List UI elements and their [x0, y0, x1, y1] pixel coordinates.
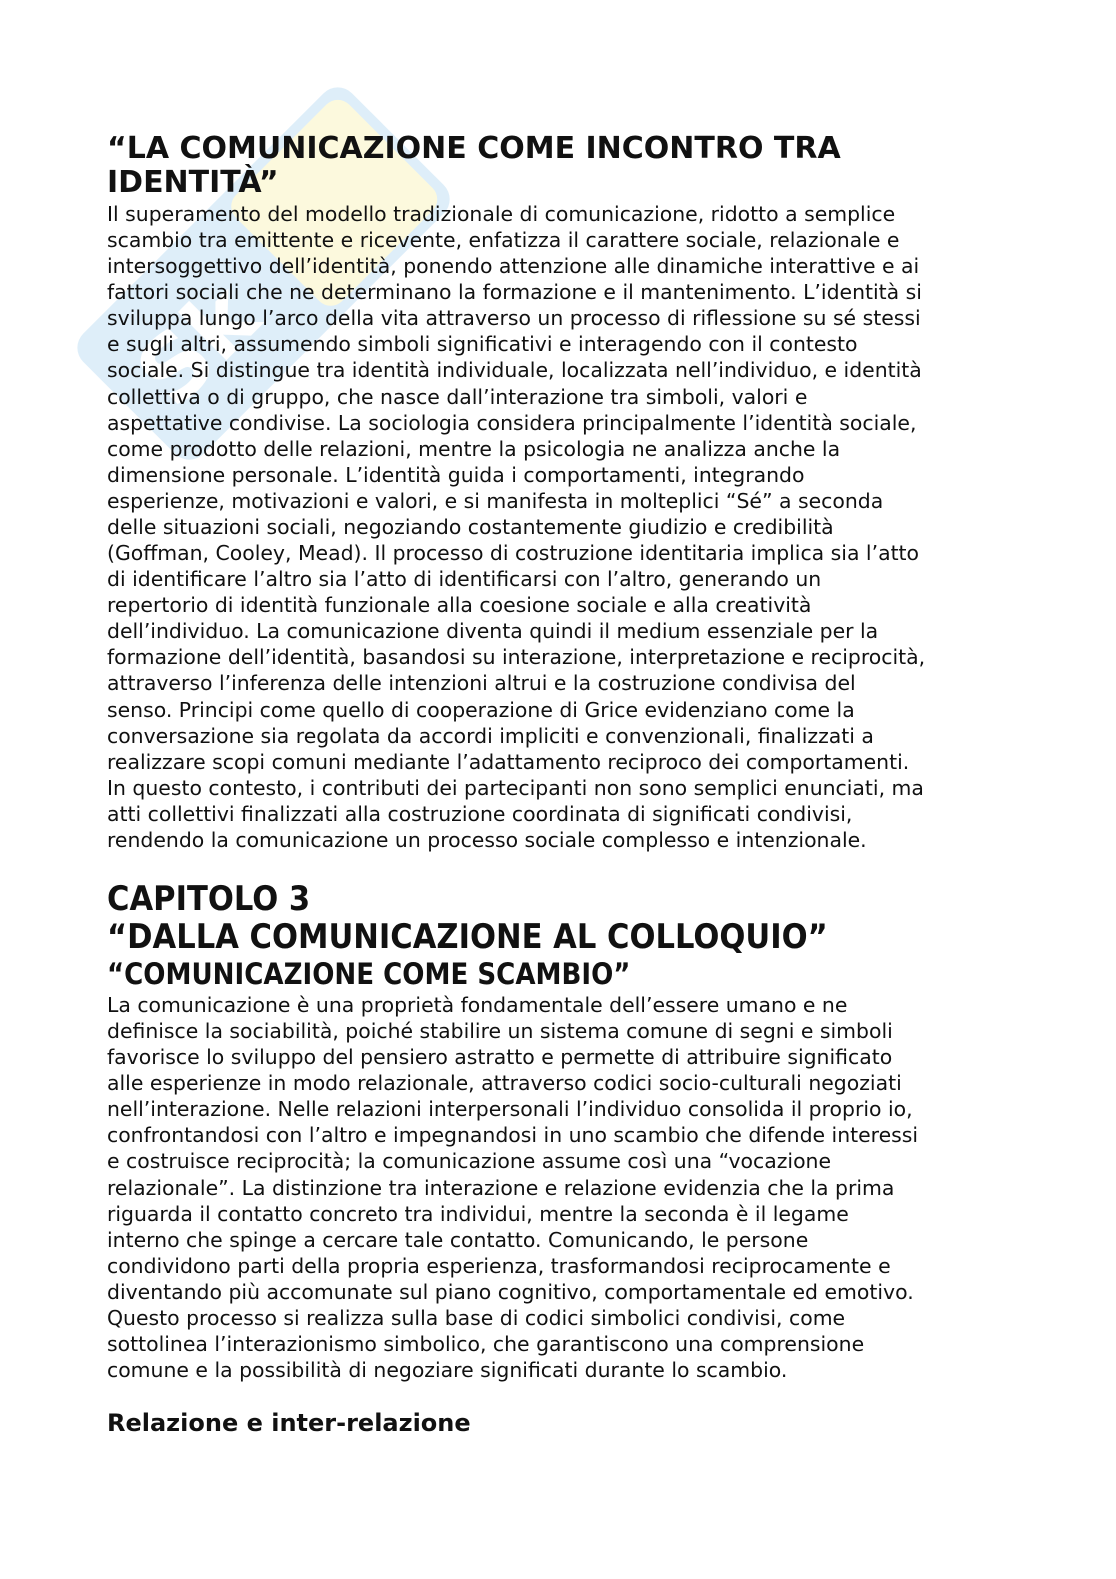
paragraph-line: dimensione personale. L’identità guida i comportamenti, integrando: [107, 462, 805, 487]
paragraph-line: delle situazioni sociali, negoziando costantemente giudizio e credibilità: [107, 514, 834, 539]
section-title-line: “LA COMUNICAZIONE COME INCONTRO TRA: [107, 131, 841, 166]
paragraph-line: rendendo la comunicazione un processo sociale complesso e intenzionale.: [107, 827, 867, 852]
svg-text:Sk: Sk: [116, 264, 279, 427]
paragraph-line: fattori sociali che ne determinano la formazione e il mantenimento. L’identità si: [107, 280, 922, 305]
paragraph-line: repertorio di identità funzionale alla coesione sociale e alla creatività: [107, 593, 812, 618]
chapter-number: CAPITOLO 3: [107, 879, 311, 919]
paragraph-line: collettiva o di gruppo, che nasce dall’interazione tra simboli, valori e: [107, 384, 808, 409]
paragraph-line: interno che spinge a cercare tale contatto. Comunicando, le persone: [107, 1227, 809, 1252]
paragraph-line: di identificare l’altro sia l’atto di identificarsi con l’altro, generando un: [107, 567, 822, 592]
paragraph-line: atti collettivi finalizzati alla costruzione coordinata di significati condivisi,: [107, 801, 853, 826]
paragraph-line: definisce la sociabilità, poiché stabilire un sistema comune di segni e simboli: [107, 1019, 893, 1044]
paragraph-line: Il superamento del modello tradizionale di comunicazione, ridotto a semplice: [107, 202, 896, 226]
paragraph-line: aspettative condivise. La sociologia considera principalmente l’identità sociale,: [107, 410, 917, 435]
paragraph-line: condividono parti della propria esperienza, trasformandosi reciprocamente e: [107, 1253, 891, 1278]
chapter-title: “DALLA COMUNICAZIONE AL COLLOQUIO”: [107, 917, 828, 957]
paragraph-line: realizzare scopi comuni mediante l’adattamento reciproco dei comportamenti.: [107, 749, 910, 774]
paragraph-line: alle esperienze in modo relazionale, attraverso codici socio-culturali negoziati: [107, 1071, 902, 1096]
paragraph-line: dell’individuo. La comunicazione diventa quindi il medium essenziale per la: [107, 619, 879, 644]
paragraph-line: nell’interazione. Nelle relazioni interpersonali l’individuo consolida il proprio io,: [107, 1097, 913, 1122]
paragraph-line: sociale. Si distingue tra identità individuale, localizzata nell’individuo, e identità: [107, 358, 922, 383]
paragraph-line: In questo contesto, i contributi dei partecipanti non sono semplici enunciati, ma: [107, 775, 924, 800]
paragraph-line: sottolinea l’interazionismo simbolico, che garantiscono una comprensione: [107, 1332, 865, 1357]
paragraph-line: esperienze, motivazioni e valori, e si manifesta in molteplici “Sé” a seconda: [107, 488, 884, 513]
paragraph-line: intersoggettivo dell’identità, ponendo attenzione alle dinamiche interattive e ai: [107, 254, 920, 279]
paragraph-line: e costruisce reciprocità; la comunicazione assume così una “vocazione: [107, 1149, 832, 1174]
paragraph-line: riguarda il contatto concreto tra individui, mentre la seconda è il legame: [107, 1201, 849, 1226]
paragraph-line: come prodotto delle relazioni, mentre la psicologia ne analizza anche la: [107, 436, 841, 461]
paragraph-line: comune e la possibilità di negoziare significati durante lo scambio.: [107, 1358, 788, 1383]
paragraph-line: diventando più accomunate sul piano cognitivo, comportamentale ed emotivo.: [107, 1279, 914, 1304]
section-title-line: IDENTITÀ”: [107, 165, 279, 200]
paragraph-line: formazione dell’identità, basandosi su interazione, interpretazione e reciprocità,: [107, 645, 926, 670]
paragraph-line: favorisce lo sviluppo del pensiero astratto e permette di attribuire significato: [107, 1045, 893, 1070]
paragraph-line: sviluppa lungo l’arco della vita attraverso un processo di riflessione su sé stessi: [107, 306, 921, 331]
paragraph-line: scambio tra emittente e ricevente, enfatizza il carattere sociale, relazionale e: [107, 228, 900, 253]
paragraph-line: La comunicazione è una proprietà fondamentale dell’essere umano e ne: [107, 993, 848, 1017]
paragraph-line: relazionale”. La distinzione tra interazione e relazione evidenzia che la prima: [107, 1175, 895, 1200]
paragraph-line: Questo processo si realizza sulla base di codici simbolici condivisi, come: [107, 1305, 846, 1330]
section-heading: “COMUNICAZIONE COME SCAMBIO”: [107, 957, 631, 991]
paragraph-line: (Goffman, Cooley, Mead). Il processo di costruzione identitaria implica sia l’atto: [107, 541, 920, 566]
paragraph-line: senso. Principi come quello di cooperazione di Grice evidenziano come la: [107, 697, 855, 722]
subsection-heading: Relazione e inter-relazione: [107, 1409, 471, 1437]
paragraph-line: attraverso l’inferenza delle intenzioni altrui e la costruzione condivisa del: [107, 671, 856, 696]
paragraph-line: conversazione sia regolata da accordi impliciti e convenzionali, finalizzati a: [107, 723, 874, 748]
paragraph-line: confrontandosi con l’altro e impegnandosi in uno scambio che difende interessi: [107, 1123, 919, 1148]
paragraph-line: e sugli altri, assumendo simboli significativi e interagendo con il contesto: [107, 332, 858, 357]
